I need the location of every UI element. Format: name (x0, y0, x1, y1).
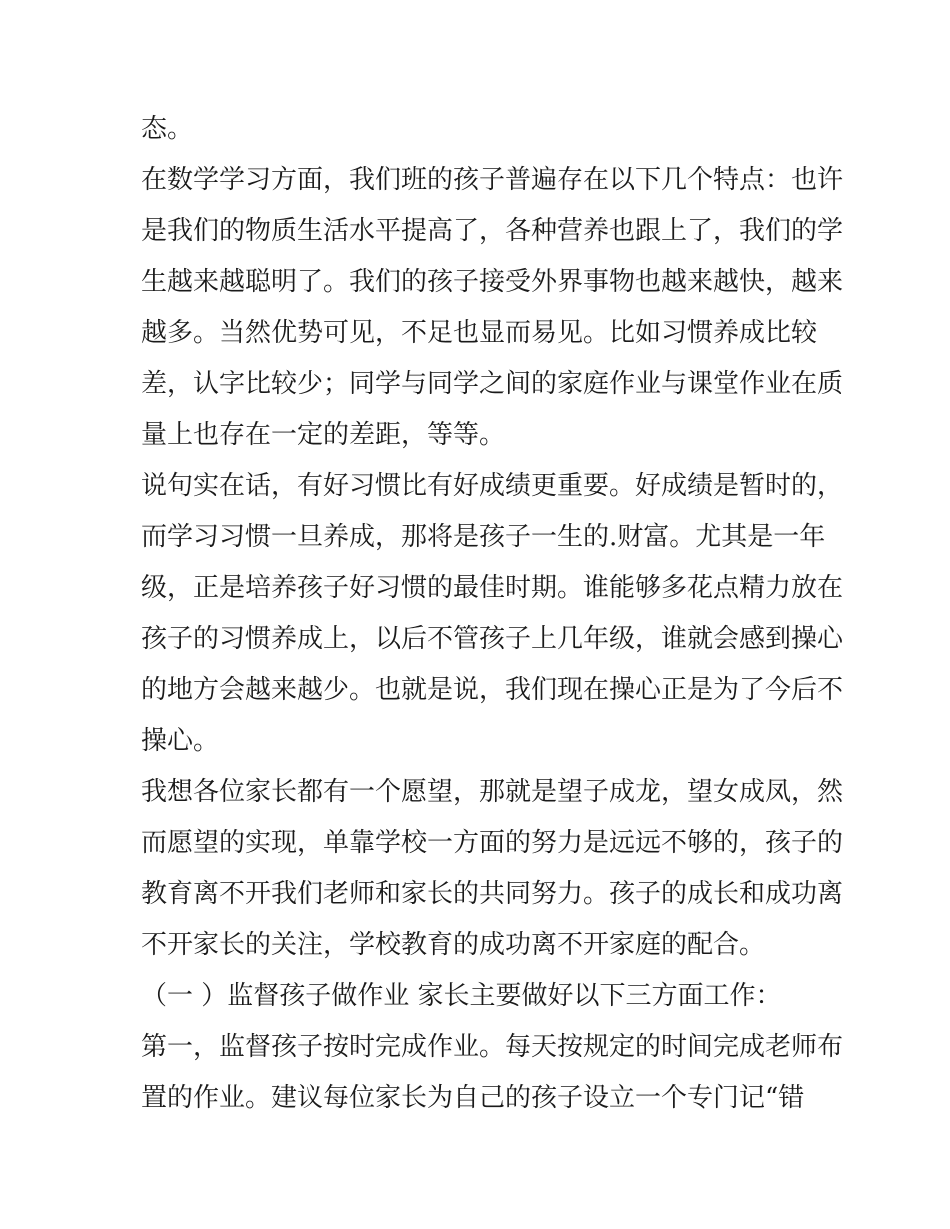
text-line: 生越来越聪明了。我们的孩子接受外界事物也越来越快，越来 (141, 267, 844, 297)
text-line: 是我们的物质生活水平提高了，各种营养也跟上了，我们的学 (141, 216, 844, 246)
text-line: 而学习习惯一旦养成，那将是孩子一生的.财富。尤其是一年 (141, 522, 826, 552)
text-line: 置的作业。建议每位家长为自己的孩子设立一个专门记“错 (141, 1083, 805, 1113)
text-line: 我想各位家长都有一个愿望，那就是望子成龙，望女成凤，然 (141, 777, 844, 807)
text-line: 态。 (141, 114, 194, 144)
text-line: 差，认字比较少；同学与同学之间的家庭作业与课堂作业在质 (141, 369, 844, 399)
text-line: 第一，监督孩子按时完成作业。每天按规定的时间完成老师布 (141, 1032, 844, 1062)
text-line: 而愿望的实现，单靠学校一方面的努力是远远不够的，孩子的 (141, 828, 844, 858)
text-line: 教育离不开我们老师和家长的共同努力。孩子的成长和成功离 (141, 879, 844, 909)
text-line: 操心。 (141, 726, 220, 756)
text-line: 说句实在话，有好习惯比有好成绩更重要。好成绩是暂时的， (141, 471, 844, 501)
text-line: 孩子的习惯养成上，以后不管孩子上几年级，谁就会感到操心 (141, 624, 844, 654)
text-line: 不开家长的关注，学校教育的成功离不开家庭的配合。 (141, 930, 766, 960)
text-line: 级，正是培养孩子好习惯的最佳时期。谁能够多花点精力放在 (141, 573, 844, 603)
text-line: 量上也存在一定的差距，等等。 (141, 420, 506, 450)
text-line: 的地方会越来越少。也就是说，我们现在操心正是为了今后不 (141, 675, 844, 705)
text-line: 越多。当然优势可见，不足也显而易见。比如习惯养成比较 (141, 318, 818, 348)
section-heading: （一 ）监督孩子做作业 家长主要做好以下三方面工作： (141, 981, 782, 1011)
text-line: 在数学学习方面，我们班的孩子普遍存在以下几个特点：也许 (141, 165, 844, 195)
document-body (141, 104, 844, 1124)
